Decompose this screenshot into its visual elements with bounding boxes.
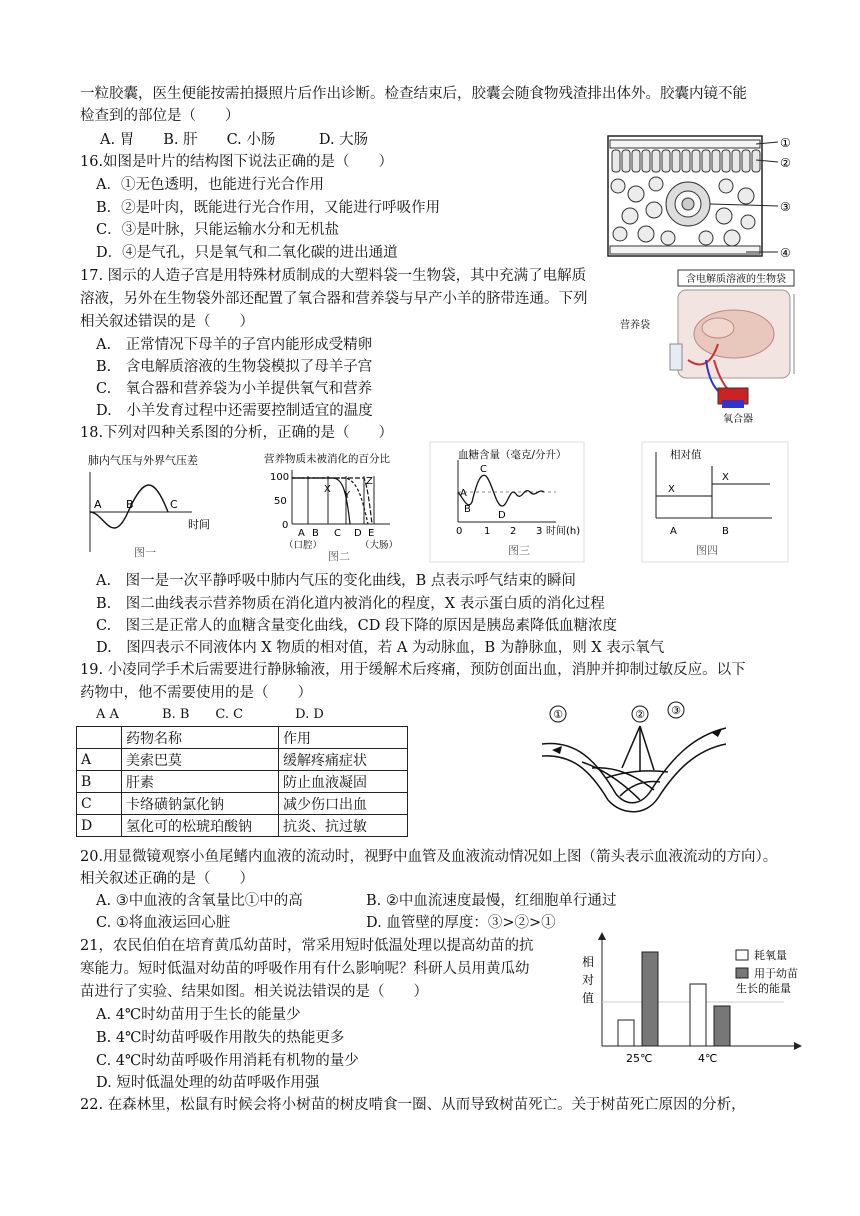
svg-text:C: C bbox=[334, 528, 341, 539]
q21-option-a: A. 4℃时幼苗用于生长的能量少 bbox=[96, 1007, 301, 1023]
oxygenator-label: 氧合器 bbox=[723, 414, 753, 425]
q17-option-a: A. 正常情况下母羊的子宫内能形成受精卵 bbox=[96, 337, 373, 353]
q20-option-b: B. ②中血流速度最慢，红细胞单行通过 bbox=[366, 893, 617, 909]
table-row: C 卡络磺钠氯化钠 减少伤口出血 bbox=[77, 793, 408, 815]
q19-options: A A B. B C. C D. D bbox=[96, 707, 324, 722]
table-row: A 美索巴莫 缓解疼痛症状 bbox=[77, 749, 408, 771]
leaf-label-1: ① bbox=[780, 136, 791, 150]
leaf-label-2: ② bbox=[780, 156, 791, 170]
leaf-label-3: ③ bbox=[780, 200, 791, 214]
q16-option-d: D．④是气孔，只是氧气和二氧化碳的进出通道 bbox=[96, 245, 398, 261]
legend-label-2b: 生长的能量 bbox=[736, 982, 791, 995]
q20-option-a: A. ③中血液的含氧量比①中的高 bbox=[96, 893, 303, 909]
artificial-womb-figure bbox=[618, 264, 802, 426]
bag-label: 含电解质溶液的生物袋 bbox=[686, 274, 786, 285]
svg-text:时间(h): 时间(h) bbox=[546, 526, 581, 537]
svg-text:②: ② bbox=[635, 708, 645, 721]
q16-option-b: B．②是叶肉，既能进行光合作用，又能进行呼吸作用 bbox=[96, 200, 441, 216]
bar-25c-oxygen bbox=[618, 1020, 634, 1046]
q20-line1: 20.用显微镜观察小鱼尾鳍内血液的流动时，视野中血管及血液流动情况如上图（箭头表示血液流动的方向）。 bbox=[80, 849, 778, 865]
q15-options: A. 胃 B. 肝 C. 小肠 D. 大肠 bbox=[100, 132, 369, 148]
bar-25c-growth bbox=[642, 952, 658, 1046]
q17-line2: 溶液，另外在生物袋外部还配置了氧合器和营养袋与早产小羊的脐带连通。下列 bbox=[80, 291, 588, 307]
q20-option-d: D. 血管壁的厚度：③>②>① bbox=[366, 915, 556, 931]
legend-swatch-2 bbox=[736, 968, 748, 978]
q19-line1: 19. 小凌同学手术后需要进行静脉输液，用于缓解术后疼痛，预防创面出血，消肿并抑制过敏反应。以下 bbox=[80, 662, 746, 678]
legend-label-2a: 用于幼苗 bbox=[754, 967, 798, 980]
svg-text:③: ③ bbox=[671, 704, 681, 717]
svg-text:B: B bbox=[464, 504, 471, 515]
q21-line3: 苗进行了实验、结果如图。相关说法错误的是（ ） bbox=[80, 984, 428, 1000]
fig4-relative-value bbox=[640, 440, 790, 564]
svg-text:0: 0 bbox=[456, 526, 463, 537]
svg-text:图三: 图三 bbox=[508, 544, 530, 557]
q16-option-c: C．③是叶脉，只能运输水分和无机盐 bbox=[96, 222, 340, 238]
svg-text:图一: 图一 bbox=[134, 546, 156, 559]
svg-text:A: A bbox=[460, 488, 467, 499]
respiration-bar-chart bbox=[574, 932, 830, 1068]
fig3-blood-sugar bbox=[428, 440, 588, 564]
nutrient-bag-label: 营养袋 bbox=[620, 320, 650, 331]
q20-line2: 相关叙述正确的是（ ） bbox=[80, 871, 254, 887]
svg-text:营养物质未被消化的百分比: 营养物质未被消化的百分比 bbox=[264, 453, 390, 465]
q18-option-a: A. 图一是一次平静呼吸中肺内气压的变化曲线，B 点表示呼气结束的瞬间 bbox=[96, 573, 576, 589]
svg-text:C: C bbox=[480, 464, 487, 475]
q18-stem: 18.下列对四种关系图的分析，正确的是（ ） bbox=[80, 425, 394, 441]
q17-option-b: B. 含电解质溶液的生物袋模拟了母羊子宫 bbox=[96, 359, 373, 375]
chart-cat-2: 4℃ bbox=[698, 1052, 718, 1065]
table-row: D 氢化可的松琥珀酸钠 抗炎、抗过敏 bbox=[77, 815, 408, 837]
legend-swatch-1 bbox=[736, 950, 748, 960]
svg-text:B: B bbox=[312, 528, 319, 539]
q18-option-b: B. 图二曲线表示营养物质在消化道内被消化的程度，X 表示蛋白质的消化过程 bbox=[96, 596, 605, 612]
q21-option-b: B. 4℃时幼苗呼吸作用散失的热能更多 bbox=[96, 1030, 345, 1046]
q20-option-c: C. ①将血液运回心脏 bbox=[96, 915, 231, 931]
legend-label-1: 耗氧量 bbox=[754, 949, 787, 962]
svg-text:（口腔）: （口腔） bbox=[284, 540, 323, 551]
q17-option-d: D. 小羊发育过程中还需要控制适宜的温度 bbox=[96, 403, 373, 419]
chart-ylabel-1: 相 bbox=[582, 955, 595, 969]
svg-text:肺内气压与外界气压差: 肺内气压与外界气压差 bbox=[88, 454, 198, 467]
svg-text:1: 1 bbox=[484, 526, 491, 537]
svg-text:X: X bbox=[722, 472, 729, 483]
q17-line1: 17. 图示的人造子宫是用特殊材质制成的大塑料袋一生物袋，其中充满了电解质 bbox=[80, 268, 587, 284]
svg-text:血糖含量（毫克/分升）: 血糖含量（毫克/分升） bbox=[458, 449, 567, 461]
q21-line1: 21，农民伯伯在培育黄瓜幼苗时，常采用短时低温处理以提高幼苗的抗 bbox=[80, 938, 534, 954]
svg-text:0: 0 bbox=[282, 520, 289, 531]
q18-option-d: D. 图四表示不同液体内 X 物质的相对值，若 A 为动脉血，B 为静脉血，则 X 表示氧气 bbox=[96, 640, 665, 656]
svg-text:①: ① bbox=[553, 708, 563, 721]
svg-text:B: B bbox=[126, 498, 134, 511]
q17-line3: 相关叙述错误的是（ ） bbox=[80, 314, 254, 330]
svg-text:50: 50 bbox=[274, 496, 287, 507]
svg-text:2: 2 bbox=[510, 526, 517, 537]
q16-stem: 16.如图是叶片的结构图下说法正确的是（ ） bbox=[80, 154, 394, 170]
table-header-row: 药物名称 作用 bbox=[77, 727, 408, 749]
svg-text:图四: 图四 bbox=[696, 544, 718, 557]
svg-text:X: X bbox=[324, 484, 331, 495]
q16-option-a: A．①无色透明，也能进行光合作用 bbox=[96, 177, 324, 193]
svg-text:A: A bbox=[94, 498, 102, 511]
svg-text:X: X bbox=[668, 484, 675, 495]
svg-text:（大肠）: （大肠） bbox=[360, 540, 399, 551]
svg-text:E: E bbox=[368, 528, 375, 539]
chart-ylabel-2: 对 bbox=[582, 973, 595, 987]
q21-option-c: C. 4℃时幼苗呼吸作用消耗有机物的量少 bbox=[96, 1053, 359, 1069]
q22-line1: 22. 在森林里，松鼠有时候会将小树苗的树皮啃食一圈、从而导致树苗死亡。关于树苗死亡原因的分析， bbox=[80, 1097, 746, 1113]
bar-4c-oxygen bbox=[690, 984, 706, 1046]
svg-text:Y: Y bbox=[344, 490, 351, 501]
svg-text:D: D bbox=[498, 510, 506, 521]
q21-option-d: D. 短时低温处理的幼苗呼吸作用强 bbox=[96, 1075, 320, 1091]
fig2-digestion bbox=[262, 448, 412, 566]
blood-vessel-figure bbox=[536, 700, 732, 820]
q21-line2: 寒能力。短时低温对幼苗的呼吸作用有什么影响呢？科研人员用黄瓜幼 bbox=[80, 961, 530, 977]
q18-option-c: C. 图三是正常人的血糖含量变化曲线，CD 段下降的原因是胰岛素降低血糖浓度 bbox=[96, 618, 618, 634]
q17-option-c: C. 氧合器和营养袋为小羊提供氧气和营养 bbox=[96, 381, 373, 397]
svg-text:A: A bbox=[670, 526, 677, 537]
chart-cat-1: 25℃ bbox=[626, 1052, 653, 1065]
bar-4c-growth bbox=[714, 1006, 730, 1046]
svg-text:100: 100 bbox=[270, 472, 290, 483]
svg-text:时间: 时间 bbox=[188, 518, 210, 531]
table-row: B 肝素 防止血液凝固 bbox=[77, 771, 408, 793]
svg-text:图二: 图二 bbox=[328, 550, 350, 563]
chart-ylabel-3: 值 bbox=[582, 991, 595, 1005]
leaf-label-4: ④ bbox=[780, 246, 791, 260]
q15-line1: 一粒胶囊，医生便能按需拍摄照片后作出诊断。检查结束后，胶囊会随食物残渣排出体外。胶囊内镜不能 bbox=[80, 86, 747, 102]
q19-line2: 药物中，他不需要使用的是（ ） bbox=[80, 685, 312, 701]
svg-text:Z: Z bbox=[366, 476, 373, 487]
svg-text:C: C bbox=[170, 498, 178, 511]
svg-text:3: 3 bbox=[536, 526, 543, 537]
svg-text:D: D bbox=[354, 528, 362, 539]
fig1-lung-pressure bbox=[84, 448, 234, 566]
leaf-structure-figure bbox=[606, 134, 796, 260]
drug-table bbox=[76, 726, 408, 837]
svg-text:B: B bbox=[722, 526, 729, 537]
svg-text:A: A bbox=[298, 528, 305, 539]
svg-text:相对值: 相对值 bbox=[670, 449, 702, 461]
q15-line2: 检查到的部位是（ ） bbox=[80, 108, 240, 124]
